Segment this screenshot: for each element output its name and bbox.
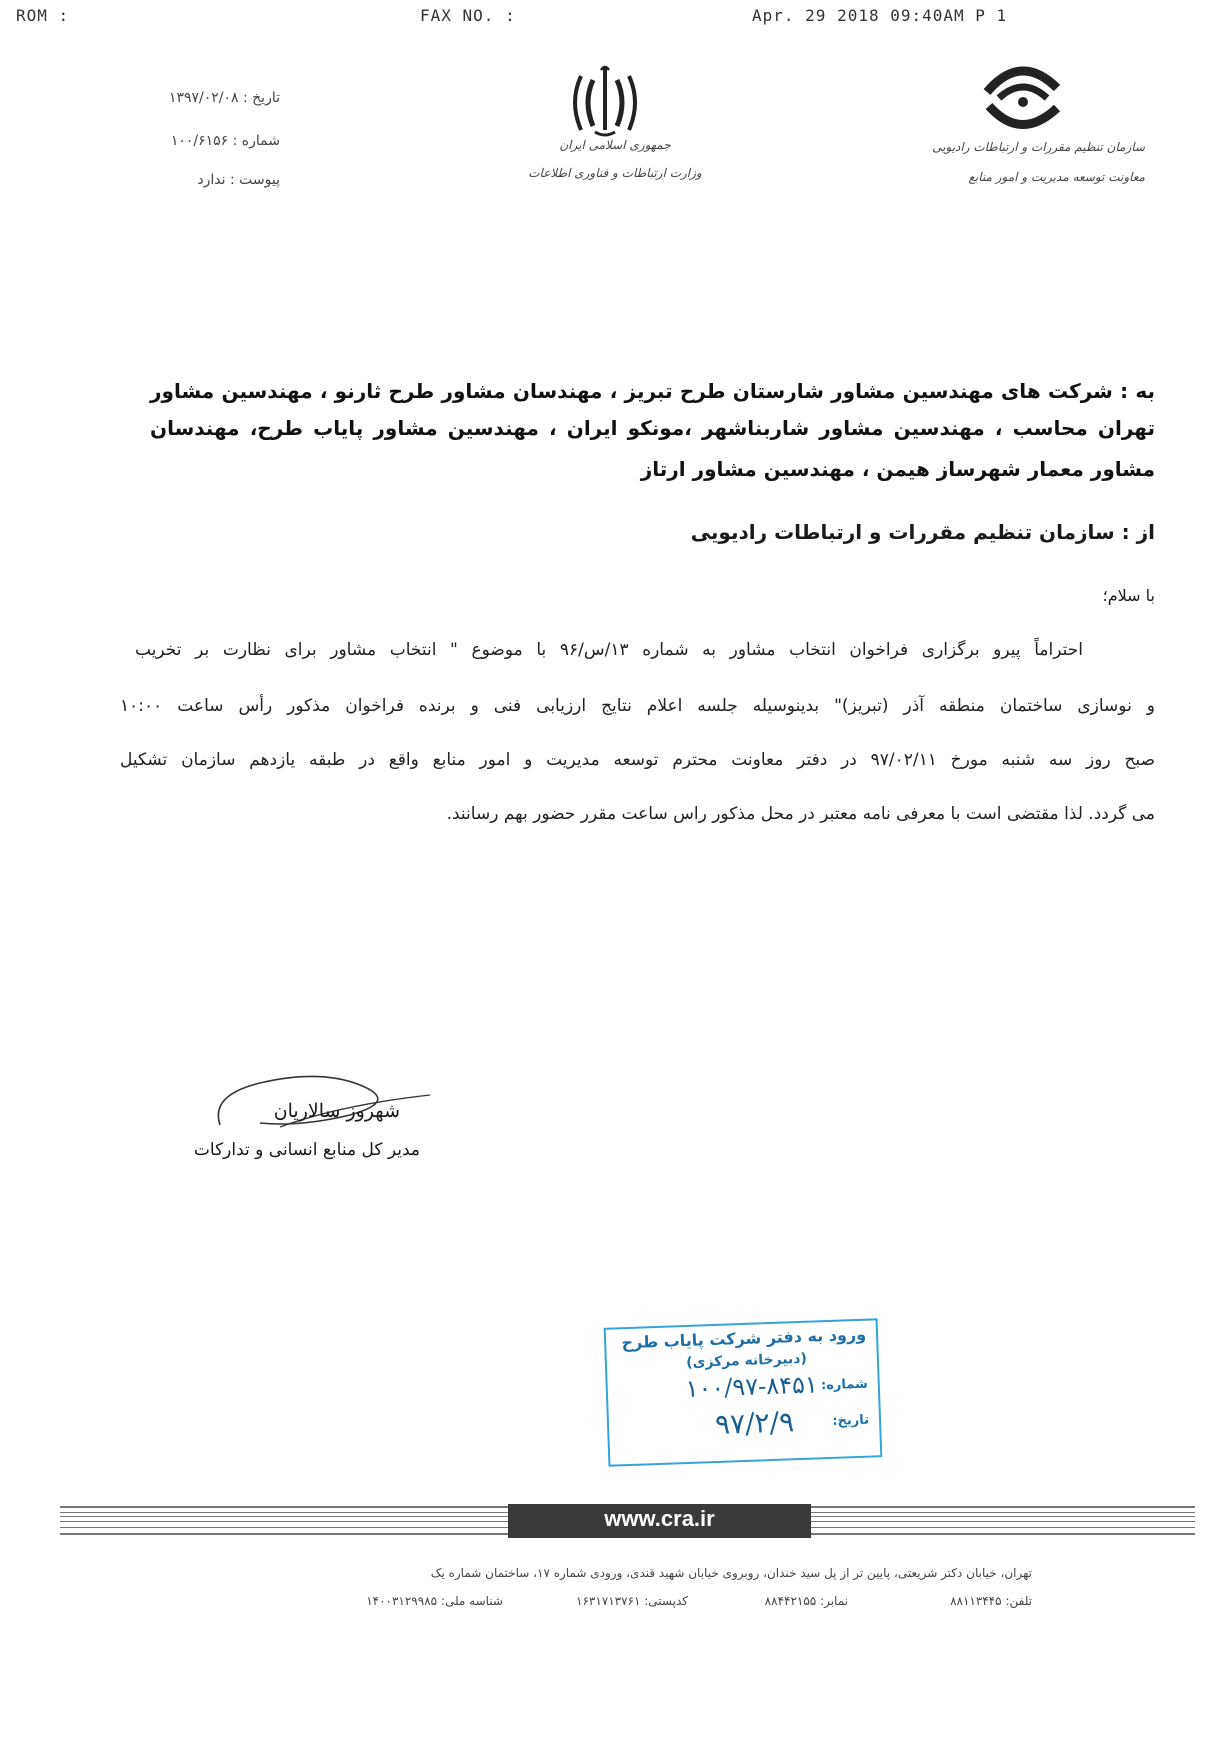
- addressee-line-2: تهران محاسب ، مهندسین مشاور شاربناشهر ،مونکو ایران ، مهندسین مشاور پایاب طرح، مهندسان: [150, 416, 1155, 440]
- cra-logo-icon: [975, 58, 1070, 138]
- body-line-2: و نوسازی ساختمان منطقه آذر (تبریز)" بدینوسیله جلسه اعلام نتایج ارزیابی فنی و برنده فراخوان مذکور رأس ساعت ۱۰:۰۰: [120, 696, 1155, 716]
- stamp-subtitle: (دبیرخانه مرکزی): [685, 1350, 808, 1371]
- fax-timestamp: Apr. 29 2018 09:40AM P 1: [752, 6, 1008, 25]
- body-line-3: صبح روز سه شنبه مورخ ۹۷/۰۲/۱۱ در دفتر معاونت محترم توسعه مدیریت و امور منابع واقع در طبقه یازدهم سازمان تشکیل: [120, 750, 1155, 770]
- org-logo-caption-1: سازمان تنظیم مقررات و ارتباطات رادیویی: [932, 140, 1145, 154]
- national-emblem-icon: [565, 62, 645, 142]
- footer-website: www.cra.ir: [604, 1506, 715, 1531]
- footer-phone: تلفن: ۸۸۱۱۳۴۴۵: [950, 1594, 1032, 1608]
- body-line-4: می گردد. لذا مقتضی است با معرفی نامه معتبر در محل مذکور راس ساعت مقرر حضور بهم رسانند.: [446, 804, 1155, 824]
- footer-postal-code: کدپستی: ۱۶۳۱۷۱۳۷۶۱: [576, 1594, 688, 1608]
- signatory-name: شهروز سالاریان: [273, 1100, 400, 1122]
- footer-fax: نمابر: ۸۸۴۴۲۱۵۵: [764, 1594, 848, 1608]
- letter-attachment: پیوست : ندارد: [197, 172, 280, 188]
- greeting: با سلام؛: [1102, 586, 1155, 605]
- fax-from: ROM :: [16, 6, 70, 25]
- fax-number: FAX NO. :: [420, 6, 516, 25]
- stamp-number-value: ۱۰۰/۹۷-۸۴۵۱: [685, 1370, 819, 1403]
- stamp-date-value: ۹۷/۲/۹: [714, 1405, 795, 1441]
- emblem-caption-2: وزارت ارتباطات و فناوری اطلاعات: [528, 166, 702, 180]
- addressee-line-1: به : شرکت های مهندسین مشاور شارستان طرح تبریز ، مهندسان مشاور طرح ثارنو ، مهندسین مشاور: [150, 379, 1155, 403]
- stamp-number-label: شماره:: [820, 1376, 869, 1394]
- letter-number: شماره : ۱۰۰/۶۱۵۶: [170, 133, 280, 149]
- footer-address: تهران، خیابان دکتر شریعتی، پایین تر از پل سید خندان، روبروی خیابان شهید قندی، ورودی شماره ۱۷، ساختمان شماره یک: [430, 1566, 1032, 1580]
- letter-date: تاریخ : ۱۳۹۷/۰۲/۰۸: [168, 90, 280, 106]
- emblem-caption-1: جمهوری اسلامی ایران: [559, 138, 671, 152]
- footer-national-id: شناسه ملی: ۱۴۰۰۳۱۲۹۹۸۵: [366, 1594, 503, 1608]
- sender-line: از : سازمان تنظیم مقررات و ارتباطات رادیویی: [690, 520, 1155, 544]
- addressee-line-3: مشاور معمار شهرساز هیمن ، مهندسین مشاور ارتاز: [640, 457, 1155, 481]
- org-logo-caption-2: معاونت توسعه مدیریت و امور منابع: [968, 170, 1145, 184]
- stamp-title: ورود به دفتر شرکت پایاب طرح: [621, 1324, 867, 1353]
- receipt-stamp: [604, 1318, 883, 1466]
- stamp-date-label: تاریخ:: [832, 1412, 870, 1429]
- body-line-1: احتراماً پیرو برگزاری فراخوان انتخاب مشاور به شماره ۱۳/س/۹۶ با موضوع " انتخاب مشاور برای نظارت بر تخریب: [135, 640, 1083, 660]
- signatory-title: مدیر کل منابع انسانی و تدارکات: [193, 1140, 420, 1160]
